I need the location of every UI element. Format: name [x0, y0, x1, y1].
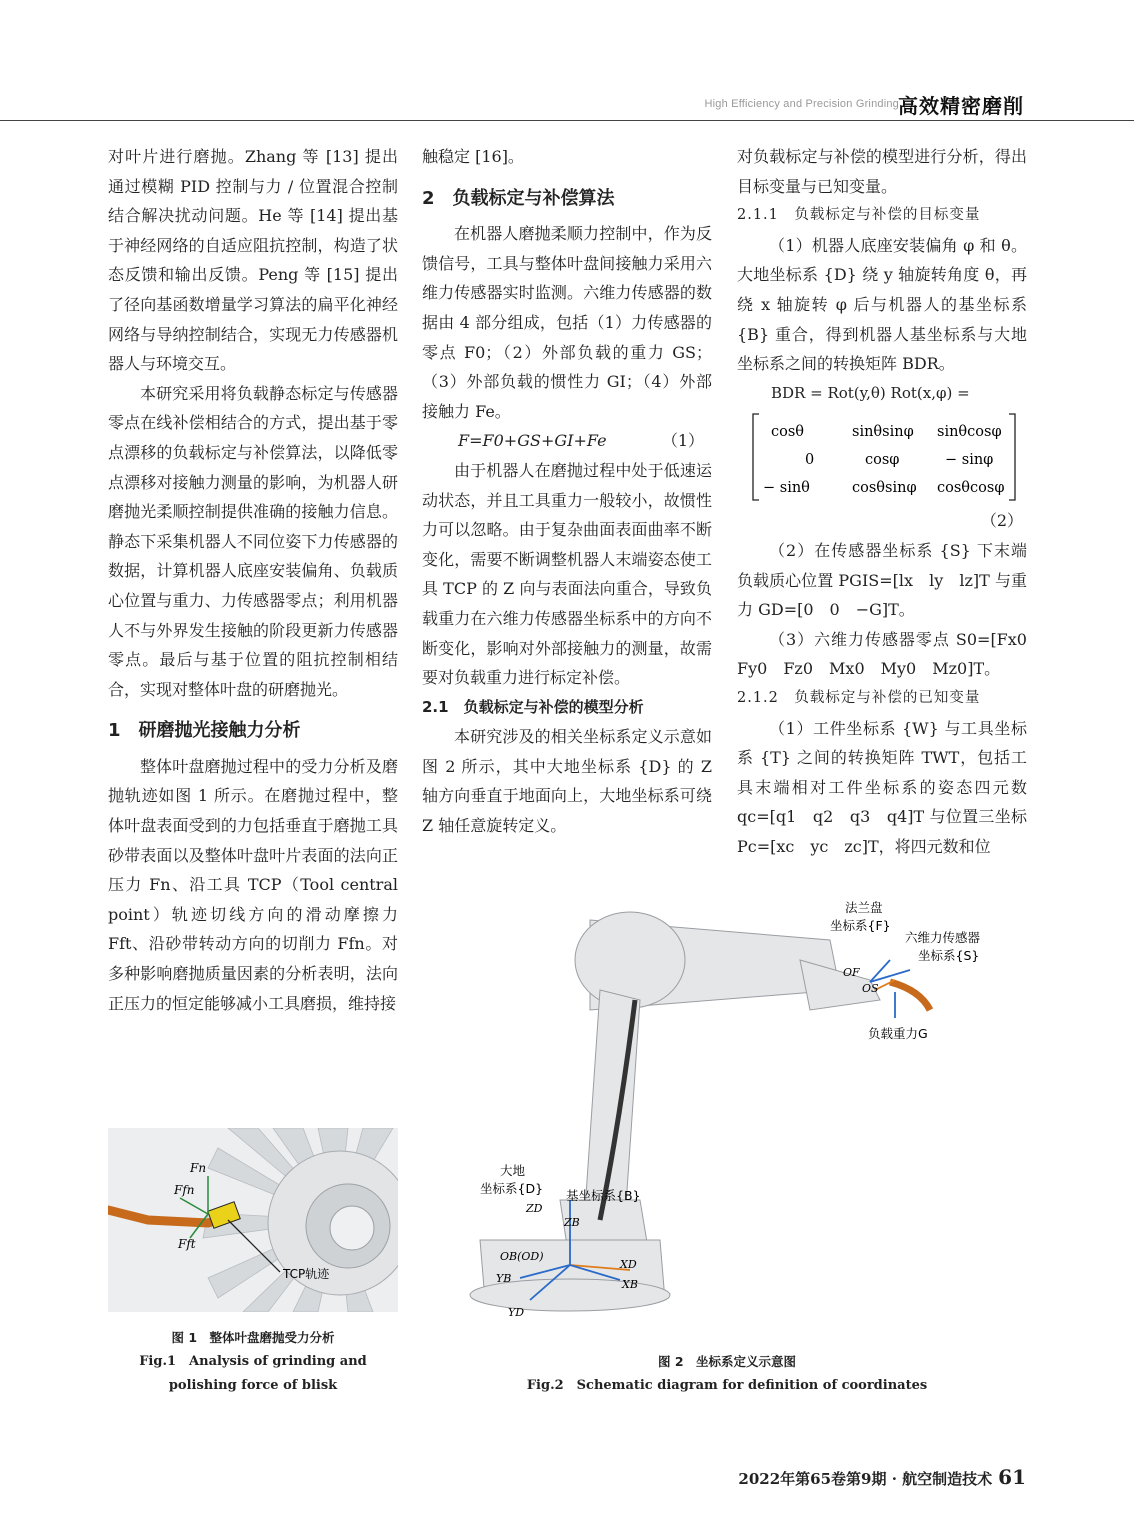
load-gravity-label: 负载重力G: [868, 1026, 928, 1041]
column-1: [108, 142, 398, 1018]
m32: cosθsinφ: [852, 480, 917, 497]
equation-1: [422, 426, 712, 456]
fft-label: Fft: [178, 1237, 196, 1251]
paragraph: （1）机器人底座安装偏角 φ 和 θ。大地坐标系 {D} 绕 y 轴旋转角度 θ，再绕 x 轴旋转 φ 后与机器人的基坐标系 {B} 重合，得到机器人基坐标系与大地坐标系之间的转换矩阵 BDR。: [737, 235, 1027, 374]
paragraph: 触稳定 [16]。: [422, 147, 524, 166]
m11: cosθ: [771, 424, 805, 441]
os-label: OS: [862, 982, 879, 995]
xd-label: XD: [620, 1258, 637, 1271]
header-chinese: 高效精密磨削: [898, 94, 1024, 118]
ffn-label: Ffn: [174, 1183, 195, 1197]
fn-label: Fn: [190, 1161, 207, 1175]
m31: − sinθ: [763, 480, 810, 497]
page-footer: [738, 1465, 1026, 1489]
flange-label-1: 法兰盘: [845, 900, 883, 915]
caption-english: Fig.2 Schematic diagram for definition of coordinates: [526, 1378, 928, 1393]
subsubsection-heading: 2.1.1 负载标定与补偿的目标变量: [737, 207, 981, 224]
blisk-illustration: [108, 1128, 398, 1312]
subsection-heading: 2.1 负载标定与补偿的模型分析: [422, 697, 644, 716]
equation-number: （2）: [980, 511, 1023, 531]
zd-label: ZD: [526, 1202, 543, 1215]
paragraph: 本研究涉及的相关坐标系定义示意如图 2 所示，其中大地坐标系 {D} 的 Z 轴方向垂直于地面向上，大地坐标系可绕 Z 轴任意旋转定义。: [422, 727, 712, 836]
zb-label: ZB: [564, 1216, 580, 1229]
earth-label-1: 大地: [500, 1163, 526, 1178]
figure-1-blisk: [108, 1128, 398, 1312]
m23: − sinφ: [945, 452, 994, 469]
paragraph: （3）六维力传感器零点 S0=[Fx0 Fy0 Fz0 Mx0 My0 Mz0]T。: [737, 629, 1044, 679]
page-number: 61: [998, 1465, 1026, 1489]
m21: 0: [805, 452, 815, 469]
sensor-label-1: 六维力传感器: [905, 930, 981, 945]
paragraph: 对叶片进行磨抛。Zhang 等 [13] 提出通过模糊 PID 控制与力 / 位置混合控制结合解决扰动问题。He 等 [14] 提出基于神经网络的自适应阻抗控制，构造了状态反馈和输出反馈。Peng 等 [15] 提出了径向基函数增量学习算法的扁平化神经网络与导纳控制结合，实现无力传感器机器人与环境交互。: [108, 147, 398, 374]
yb-label: YB: [496, 1272, 512, 1285]
tcp-track-label: TCP轨迹: [283, 1267, 330, 1281]
caption-english-1: Fig.1 Analysis of grinding and: [139, 1354, 367, 1369]
figure-2-caption: [422, 1350, 1032, 1398]
base-frame-label: 基坐标系{B}: [566, 1188, 641, 1203]
m12: sinθsinφ: [852, 424, 914, 441]
m33: cosθcosφ: [937, 480, 1005, 497]
column-2: [422, 142, 712, 841]
paragraph: 整体叶盘磨抛过程中的受力分析及磨抛轨迹如图 1 所示。在磨抛过程中，整体叶盘表面受到的力包括垂直于磨抛工具砂带表面以及整体叶盘叶片表面的法向正压力 Fn、沿工具 TCP（Tool central point）轨迹切线方向的滑动摩擦力 Fft、沿砂带转动方向的切削力 Ffn。对多种影响磨抛质量因素的分析表明，法向正压力的恒定能够减小工具磨损，维持接: [108, 756, 398, 1013]
of-label: OF: [843, 966, 860, 979]
robot-illustration: [450, 900, 1050, 1330]
paragraph: 对负载标定与补偿的模型进行分析，得出目标变量与已知变量。: [737, 147, 1027, 196]
paragraph: 本研究采用将负载静态标定与传感器零点在线补偿相结合的方式，提出基于零点漂移的负载标定与补偿算法，以降低零点漂移对接触力测量的影响，为机器人研磨抛光柔顺控制提供准确的接触力信息。静态下采集机器人不同位姿下力传感器的数据，计算机器人底座安装偏角、负载质心位置与重力、力传感器零点；利用机器人不与外界发生接触的阶段更新力传感器零点。最后与基于位置的阻抗控制相结合，实现对整体叶盘的研磨抛光。: [108, 383, 398, 699]
section-heading: 2 负载标定与补偿算法: [422, 187, 615, 209]
flange-label-2: 坐标系{F}: [830, 918, 891, 933]
page-header: [0, 88, 1134, 121]
caption-english-2: polishing force of blisk: [168, 1378, 338, 1393]
equation-number: （1）: [661, 431, 704, 451]
figure-2-robot: [450, 900, 1050, 1330]
header-english: High Efficiency and Precision Grinding: [704, 98, 899, 110]
m22: cosφ: [865, 452, 900, 469]
paragraph: （1）工件坐标系 {W} 与工具坐标系 {T} 之间的转换矩阵 TWT，包括工具末端相对工件坐标系的姿态四元数 qc=[q1 q2 q3 q4]T 与位置三坐标 Pc=[xc yc zc]T，将四元数和位: [737, 718, 1027, 856]
sensor-label-2: 坐标系{S}: [918, 948, 980, 963]
subsubsection-heading: 2.1.2 负载标定与补偿的已知变量: [737, 689, 981, 706]
journal-info: 2022年第65卷第9期 · 航空制造技术: [738, 1470, 993, 1488]
paragraph: 在机器人磨抛柔顺力控制中，作为反馈信号，工具与整体叶盘间接触力采用六维力传感器实时监测。六维力传感器的数据由 4 部分组成，包括（1）力传感器的零点 F0；（2）外部负载的重力 GS；（3）外部负载的惯性力 GI；（4）外部接触力 Fe。: [422, 224, 712, 421]
xb-label: XB: [622, 1278, 638, 1291]
paragraph: （2）在传感器坐标系 {S} 下末端负载质心位置 PGIS=[lx ly lz]T 与重力 GD=[0 0 −G]T。: [737, 540, 1027, 620]
section-heading: 1 研磨抛光接触力分析: [108, 720, 301, 742]
matrix-brackets: [737, 408, 1027, 506]
rotation-matrix: [737, 408, 1027, 506]
caption-chinese: 图 2 坐标系定义示意图: [657, 1354, 797, 1369]
caption-chinese: 图 1 整体叶盘磨抛受力分析: [171, 1330, 335, 1345]
figure-1-caption: [108, 1326, 398, 1398]
yd-label: YD: [508, 1306, 525, 1319]
column-3: [737, 142, 1044, 861]
ob-label: OB(OD): [500, 1250, 544, 1263]
m13: sinθcosφ: [937, 424, 1002, 441]
equation-body: F=F0+GS+GI+Fe: [458, 431, 607, 451]
equation-2-header: BDR = Rot(y,θ) Rot(x,φ) =: [771, 383, 970, 402]
earth-label-2: 坐标系{D}: [480, 1181, 544, 1196]
paragraph: 由于机器人在磨抛过程中处于低速运动状态，并且工具重力一般较小，故惯性力可以忽略。由于复杂曲面表面曲率不断变化，需要不断调整机器人末端姿态使工具 TCP 的 Z 向与表面法向重合，导致负载重力在六维力传感器坐标系中的方向不断变化，影响对外部接触力的测量，故需要对负载重力进行标定补偿。: [422, 460, 712, 688]
